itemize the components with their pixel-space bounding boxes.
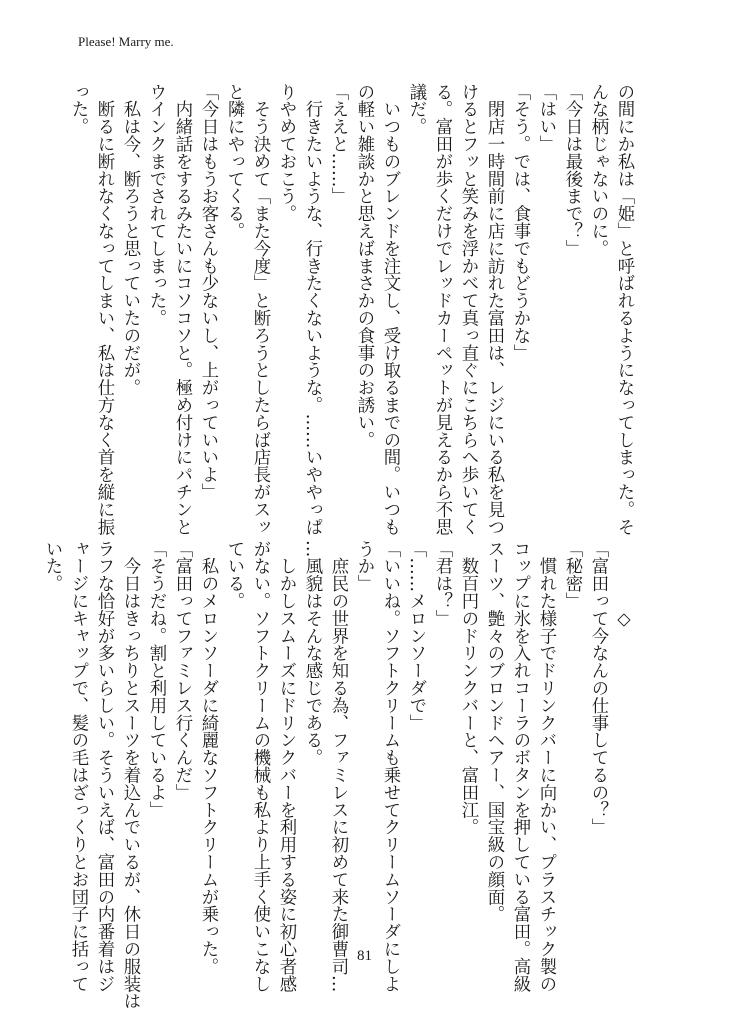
text-line: の軽い雑談かと思えばまさかの食事のお誘い。 — [354, 83, 374, 449]
text-line: 「富田ってファミレス行くんだ」 — [172, 540, 192, 801]
text-line: ている。 — [224, 540, 244, 610]
text-line: 「そうだね。割と利用しているよ」 — [146, 540, 166, 819]
text-line: そう決めて「また今度」と断ろうとしたらば店長がスッ — [250, 83, 270, 536]
text-line: いつものブレンドを注文し、受け取るまでの間。いつも — [380, 83, 400, 536]
text-line: ラフな恰好が多いらしい。そういえば、富田の内番着はジ — [94, 540, 114, 993]
text-line: った。 — [68, 83, 88, 136]
text-line: 今日はきっちりとスーツを着込んでいるが、休日の服装は — [120, 540, 140, 1010]
text-line: ャージにキャップで、髪の毛はざっくりとお団子に括って — [68, 540, 88, 993]
text-line: 「富田って今なんの仕事してるの？」 — [588, 540, 608, 836]
text-line: けるとフッと笑みを浮かべて真っ直ぐにこちらへ歩いてく — [458, 83, 478, 536]
text-line: 庶民の世界を知る為、ファミレスに初めて来た御曹司… — [328, 540, 348, 993]
text-line: スーツ、艶々のブロンドヘアー、国宝級の顔面。 — [484, 540, 504, 923]
text-line: コップに氷を入れコーラのボタンを押している富田。高級 — [510, 540, 530, 993]
text-line: 「今日はもうお客さんも少ないし、上がっていいよ」 — [198, 83, 218, 501]
text-line: の間にか私は「姫」と呼ばれるようになってしまった。そ — [614, 83, 634, 536]
bottom-text-block — [42, 540, 637, 1010]
text-line: がない。ソフトクリームの機械も私より上手く使いこなし — [250, 540, 270, 993]
text-line: 閉店一時間前に店に訪れた富田は、レジにいる私を見つ — [484, 83, 504, 536]
text-line: ウインクまでされてしまった。 — [146, 83, 166, 327]
text-line: 数百円のドリンクバーと、富田江。 — [458, 540, 478, 836]
text-line: 慣れた様子でドリンクバーに向かい、プラスチック製の — [536, 540, 556, 993]
text-line: 「……メロンソーダで」 — [406, 540, 426, 732]
top-text-block — [68, 83, 637, 536]
text-line: ◇ — [614, 540, 634, 630]
text-line: 「君は？」 — [432, 540, 452, 627]
text-line: 「いいね。ソフトクリームも乗せてクリームソーダにしよ — [380, 540, 400, 993]
text-line: 内緒話をするみたいにコソコソと。極め付けにパチンと — [172, 83, 192, 536]
text-line: 「そう。では、食事でもどうかな」 — [510, 83, 530, 362]
text-line: …風貌はそんな感じである。 — [302, 540, 322, 767]
page-number: 81 — [357, 948, 372, 964]
text-line: 断るに断れなくなってしまい、私は仕方なく首を縦に振 — [94, 83, 114, 536]
running-header: Please! Marry me. — [78, 34, 174, 49]
text-line: いた。 — [42, 540, 62, 593]
text-line: 議だ。 — [406, 83, 426, 136]
text-line: 私は今、断ろうと思っていたのだが。 — [120, 83, 140, 397]
text-line: りやめておこう。 — [276, 83, 296, 223]
text-line: 「秘密」 — [562, 540, 582, 610]
text-line: 「今日は最後まで？」 — [562, 83, 582, 257]
text-line: んな柄じゃないのに。 — [588, 83, 608, 257]
text-line: 「ええと……」 — [328, 83, 348, 205]
text-line: 行きたいような、行きたくないような。……いややっぱ — [302, 83, 322, 536]
text-line: 私のメロンソーダに綺麗なソフトクリームが乗った。 — [198, 540, 218, 975]
text-line: しかしスムーズにドリンクバーを利用する姿に初心者感 — [276, 540, 296, 993]
text-line: る。富田が歩くだけでレッドカーペットが見えるから不思 — [432, 83, 452, 536]
text-line: 「はい」 — [536, 83, 556, 153]
text-line: と隣にやってくる。 — [224, 83, 244, 240]
text-line: うか」 — [354, 540, 374, 593]
